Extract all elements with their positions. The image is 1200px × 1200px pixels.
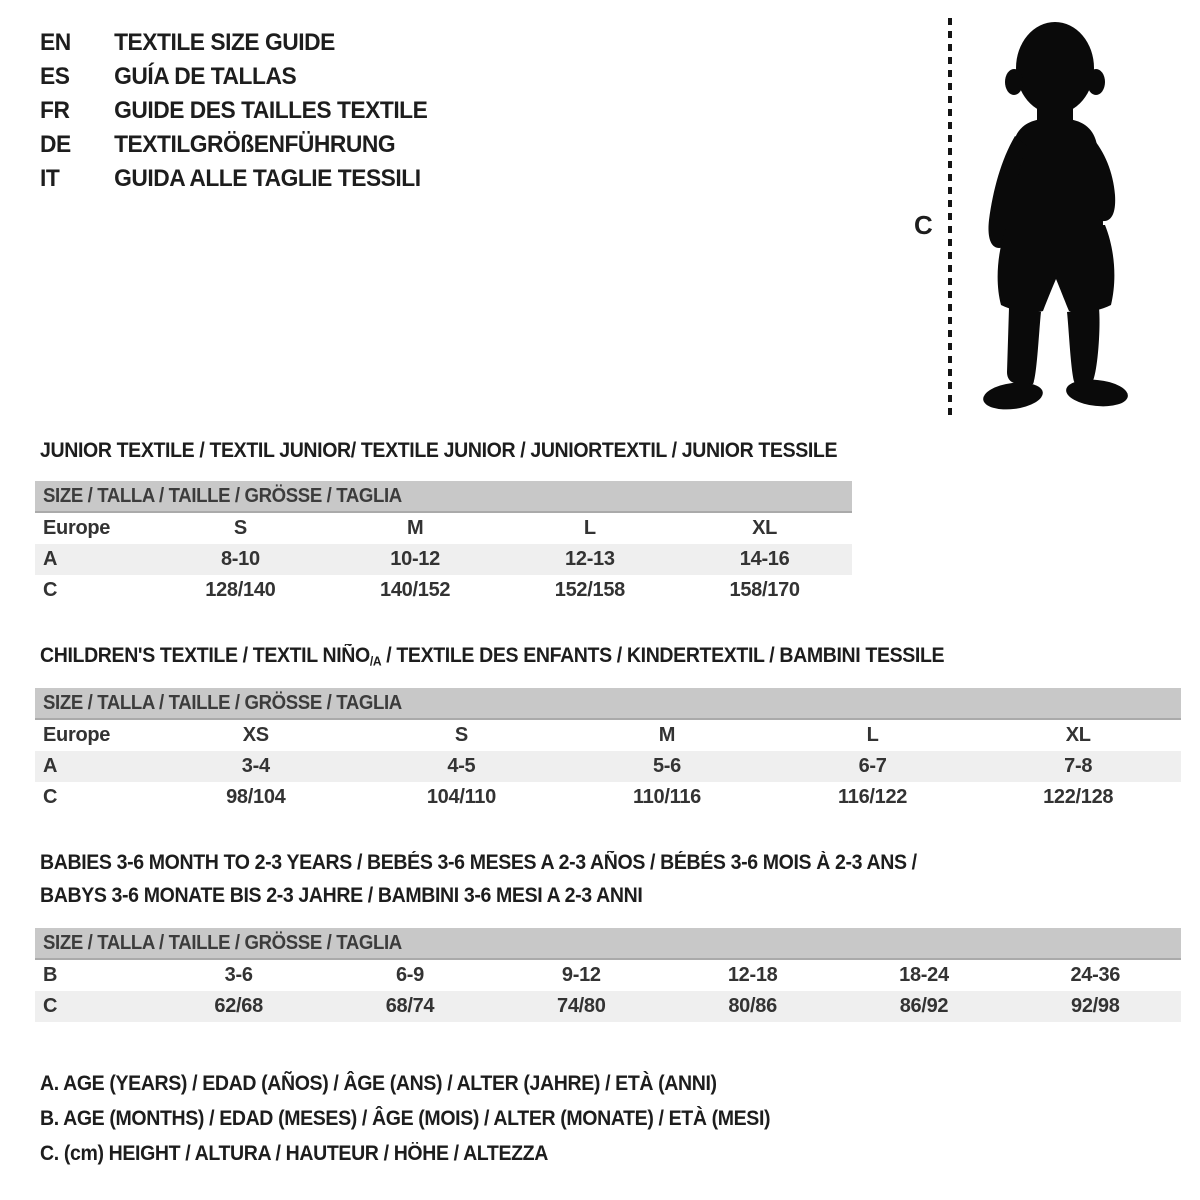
children-title-subscript: /A (369, 653, 382, 669)
table-cell: 18-24 (899, 964, 949, 986)
table-row-a (35, 751, 1181, 782)
table-header-bar (35, 928, 1181, 960)
babies-section-title (40, 846, 917, 912)
table-header-text: SIZE / TALLA / TAILLE / GRÖSSE / TAGLIA (43, 485, 402, 507)
babies-size-table (35, 928, 1181, 1022)
table-row-europe (35, 720, 1181, 751)
row-label: C (43, 786, 58, 808)
table-cell: 158/170 (729, 579, 800, 601)
measure-legend (40, 1066, 825, 1171)
row-label: C (43, 995, 58, 1017)
height-measure-dashed-line (948, 18, 952, 417)
legend-line-c: C. (cm) HEIGHT / ALTURA / HAUTEUR / HÖHE / ALTEZZA (40, 1142, 548, 1165)
row-label: B (43, 964, 58, 986)
language-code: IT (40, 165, 60, 192)
table-cell: XL (1065, 724, 1091, 746)
children-title-text: CHILDREN'S TEXTILE / TEXTIL NIÑO (40, 644, 370, 667)
table-cell: S (454, 724, 468, 746)
table-cell: 24-36 (1070, 964, 1121, 986)
row-label: Europe (43, 724, 111, 746)
table-cell: 6-7 (858, 755, 887, 777)
row-label: C (43, 579, 58, 601)
table-cell: 6-9 (395, 964, 424, 986)
table-cell: 9-12 (561, 964, 601, 986)
table-cell: L (866, 724, 879, 746)
table-cell: S (233, 517, 247, 539)
table-cell: M (406, 517, 424, 539)
table-header-text: SIZE / TALLA / TAILLE / GRÖSSE / TAGLIA (43, 692, 402, 714)
table-header-bar (35, 481, 852, 513)
table-cell: 80/86 (728, 995, 777, 1017)
table-row-a (35, 544, 852, 575)
table-cell: 116/122 (838, 786, 908, 808)
table-cell: 10-12 (390, 548, 440, 570)
table-cell: 3-6 (224, 964, 253, 986)
legend-line-b: B. AGE (MONTHS) / EDAD (MESES) / ÂGE (MOIS) / ALTER (MONATE) / ETÀ (MESI) (40, 1107, 771, 1130)
table-cell: 152/158 (554, 579, 625, 601)
table-cell: 86/92 (899, 995, 949, 1017)
table-cell: 122/128 (1043, 786, 1114, 808)
table-header-bar (35, 688, 1181, 720)
junior-size-table (35, 481, 852, 606)
table-row-b (35, 960, 1181, 991)
table-cell: 104/110 (426, 786, 496, 808)
table-cell: M (658, 724, 676, 746)
table-header-text: SIZE / TALLA / TAILLE / GRÖSSE / TAGLIA (43, 932, 402, 954)
language-label: GUIDA ALLE TAGLIE TESSILI (114, 165, 421, 192)
table-cell: 12-18 (727, 964, 778, 986)
language-row-de (40, 128, 427, 162)
table-cell: XL (752, 517, 778, 539)
children-title-text-cont: / TEXTILE DES ENFANTS / KINDERTEXTIL / BAMBINI TESSILE (381, 644, 945, 667)
row-label: Europe (43, 517, 111, 539)
table-cell: 12-13 (565, 548, 615, 570)
language-code: EN (40, 29, 71, 56)
language-label: TEXTILGRÖßENFÜHRUNG (114, 131, 396, 158)
table-row-c (35, 575, 852, 606)
row-label: A (43, 755, 58, 777)
junior-section-title (40, 434, 837, 467)
language-label: GUÍA DE TALLAS (114, 63, 297, 90)
table-cell: 128/140 (205, 579, 276, 601)
junior-title-text: JUNIOR TEXTILE / TEXTIL JUNIOR/ TEXTILE JUNIOR / JUNIORTEXTIL / JUNIOR TESSILE (40, 439, 838, 462)
table-cell: 68/74 (385, 995, 435, 1017)
table-cell: 8-10 (220, 548, 260, 570)
table-cell: 4-5 (447, 755, 476, 777)
table-cell: 14-16 (739, 548, 790, 570)
table-row-europe (35, 513, 852, 544)
table-row-c (35, 991, 1181, 1022)
legend-line-a: A. AGE (YEARS) / EDAD (AÑOS) / ÂGE (ANS) / ALTER (JAHRE) / ETÀ (ANNI) (40, 1072, 717, 1095)
table-cell: 98/104 (226, 786, 286, 808)
table-cell: 3-4 (241, 755, 270, 777)
children-size-table (35, 688, 1181, 813)
language-row-it (40, 162, 427, 196)
table-cell: 5-6 (652, 755, 681, 777)
babies-title-line1: BABIES 3-6 MONTH TO 2-3 YEARS / BEBÉS 3-6 MESES A 2-3 AÑOS / BÉBÉS 3-6 MOIS À 2-3 ANS / (40, 851, 917, 874)
language-code: ES (40, 63, 70, 90)
table-row-c (35, 782, 1181, 813)
language-label: GUIDE DES TAILLES TEXTILE (114, 97, 428, 124)
table-cell: 92/98 (1071, 995, 1120, 1017)
table-cell: 74/80 (557, 995, 606, 1017)
height-measure-label: C (914, 210, 933, 240)
row-label: A (43, 548, 58, 570)
language-code: DE (40, 131, 71, 158)
language-code: FR (40, 97, 70, 124)
babies-title-line2: BABYS 3-6 MONATE BIS 2-3 JAHRE / BAMBINI 3-6 MESI A 2-3 ANNI (40, 884, 643, 907)
table-cell: 140/152 (380, 579, 451, 601)
language-row-fr (40, 94, 427, 128)
language-row-en (40, 26, 427, 60)
table-cell: 62/68 (214, 995, 263, 1017)
language-list (40, 26, 448, 196)
table-cell: 7-8 (1064, 755, 1093, 777)
language-label: TEXTILE SIZE GUIDE (114, 29, 335, 56)
table-cell: XS (242, 724, 269, 746)
table-cell: L (583, 517, 596, 539)
language-row-es (40, 60, 427, 94)
children-section-title (40, 639, 944, 678)
toddler-silhouette-image (963, 20, 1141, 422)
table-cell: 110/116 (632, 786, 701, 808)
